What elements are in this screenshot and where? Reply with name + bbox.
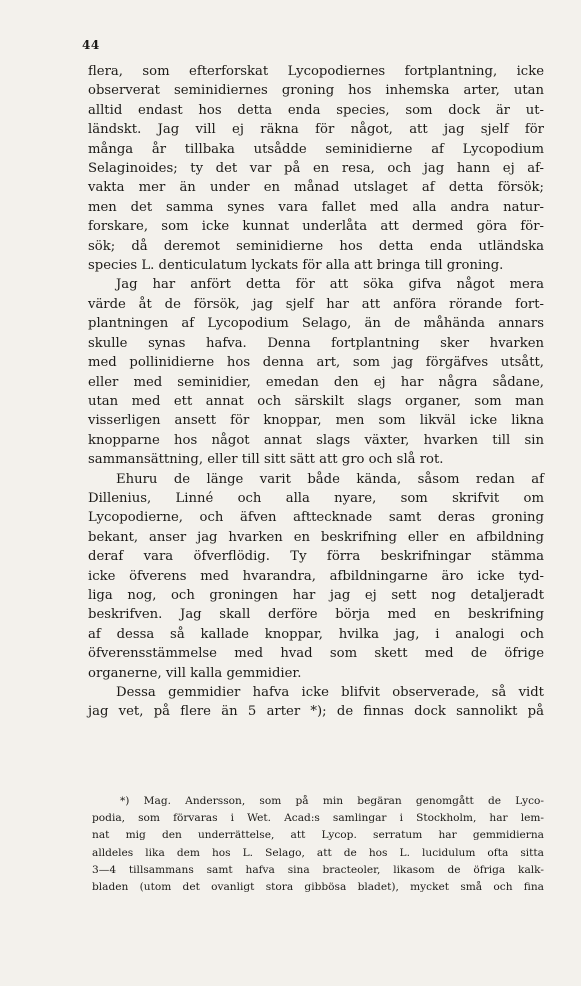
text-line: deraf vara öfverflödig. Ty förra beskrifningar stämma [88, 549, 544, 565]
text-line: öfverensstämmelse med hvad som skett med de öfrige [88, 646, 544, 662]
text-line: knopparne hos något annat slags växter, hvarken till sin [88, 432, 544, 448]
text-line: af dessa så kallade knoppar, hvilka jag, i analogi och [88, 626, 544, 642]
text-line: beskrifven. Jag skall derföre börja med en beskrifning [88, 607, 544, 623]
text-line: bekant, anser jag hvarken en beskrifning eller en afbildning [88, 529, 544, 545]
text-line: värde åt de försök, jag sjelf har att anföra rörande fort- [88, 296, 544, 312]
text-line: Dillenius, Linné och alla nyare, som skrifvit om [88, 490, 544, 506]
text-line: organerne, vill kalla gemmidier. [88, 665, 302, 681]
footnote-line: nat mig den underrättelse, att Lycop. serratum har gemmidierna [92, 829, 544, 842]
footnote [92, 793, 544, 896]
text-line: med pollinidierne hos denna art, som jag förgäfves utsått, [88, 355, 544, 371]
text-line: sammansättning, eller till sitt sätt att gro och slå rot. [88, 452, 444, 468]
footnote-line: alldeles lika dem hos L. Selago, att de hos L. lucidulum ofta sitta [92, 846, 544, 859]
text-line: forskare, som icke kunnat underlåta att dermed göra för- [88, 219, 544, 235]
footnote-line: 3—4 tillsammans samt hafva sina bracteoler, likasom de öfriga kalk- [92, 863, 544, 876]
text-line: utan med ett annat och särskilt slags organer, som man [88, 393, 544, 409]
text-line: sök; då deremot seminidierne hos detta enda utländska [88, 238, 544, 254]
text-line: jag vet, på flere än 5 arter *); de finnas dock sannolikt på [88, 704, 544, 720]
text-line: vakta mer än under en månad utslaget af detta försök; [88, 180, 544, 196]
text-line: Jag har anfört detta för att söka gifva något mera [116, 277, 544, 293]
text-line: flera, som efterforskat Lycopodiernes fortplantning, icke [88, 64, 544, 79]
footnote-line: podia, som förvaras i Wet. Acad:s samlingar i Stockholm, har lem- [92, 812, 544, 825]
text-line: alltid endast hos detta enda species, som dock är ut- [88, 102, 544, 118]
text-line: ländskt. Jag vill ej räkna för något, att jag sjelf för [88, 122, 544, 138]
text-line: eller med seminidier, emedan den ej har några sådane, [88, 374, 544, 390]
body-text [88, 62, 544, 722]
text-line: skulle synas hafva. Denna fortplantning sker hvarken [88, 335, 544, 351]
text-line: men det samma synes vara fallet med alla andra natur- [88, 199, 544, 215]
text-line: icke öfverens med hvarandra, afbildningarne äro icke tyd- [88, 568, 544, 584]
text-line: observerat seminidiernes groning hos inhemska arter, utan [88, 83, 544, 99]
text-line: species L. denticulatum lyckats för alla att bringa till groning. [88, 258, 504, 274]
text-line: liga nog, och groningen har jag ej sett nog detaljeradt [88, 587, 544, 603]
page-number: 44 [82, 38, 100, 52]
text-line: Selaginoides; ty det var på en resa, och jag hann ej af- [88, 161, 544, 177]
text-line: många år tillbaka utsådde seminidierne af Lycopodium [88, 141, 544, 157]
text-line: Ehuru de länge varit både kända, såsom redan af [116, 471, 544, 487]
text-line: plantningen af Lycopodium Selago, än de måhända annars [88, 316, 544, 332]
text-line: Lycopodierne, och äfven afttecknade samt deras groning [88, 510, 544, 526]
footnote-line: *) Mag. Andersson, som på min begäran genomgått de Lyco- [120, 795, 544, 807]
footnote-line: bladen (utom det ovanligt stora gibbösa bladet), mycket små och fina [92, 881, 544, 894]
text-line: visserligen ansett för knoppar, men som likväl icke likna [88, 413, 544, 429]
text-line: Dessa gemmidier hafva icke blifvit observerade, så vidt [116, 685, 544, 700]
